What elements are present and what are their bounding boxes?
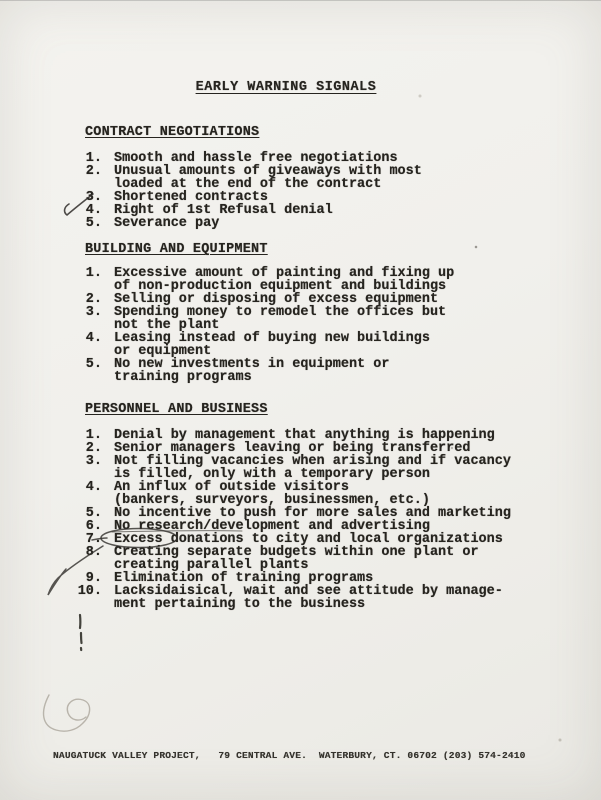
item-number: 10.: [77, 584, 102, 599]
item-text: Shortened contracts: [114, 190, 268, 205]
item-text: training programs: [114, 370, 252, 385]
item-number: 5.: [85, 357, 102, 372]
item-text: Smooth and hassle free negotiations: [114, 151, 398, 166]
numbered-list: [76, 429, 511, 611]
item-text: Not filling vacancies when arising and if vacancy: [114, 454, 511, 469]
item-number: 7.: [85, 532, 102, 547]
item-text: Leasing instead of buying new buildings: [114, 331, 430, 346]
ink-smudge-icon: [80, 615, 82, 650]
list-line: [76, 371, 454, 384]
item-number: 9.: [85, 571, 102, 586]
item-number: 5.: [85, 216, 102, 231]
pencil-loop-icon: [44, 695, 90, 731]
item-number: 3.: [85, 454, 102, 469]
item-text: Lacksidaisical, wait and see attitude by manage-: [114, 584, 503, 599]
item-text: Severance pay: [114, 216, 220, 231]
item-text: of non-production equipment and buildings: [114, 279, 447, 294]
item-text: or equipment: [114, 344, 212, 359]
letterhead-footer: NAUGATUCK VALLEY PROJECT, 79 CENTRAL AVE. WATERBURY, CT. 06702 (203) 574-2410: [53, 750, 526, 761]
item-number: 3.: [85, 305, 102, 320]
item-text: Selling or disposing of excess equipment: [114, 292, 439, 307]
item-text: An influx of outside visitors: [114, 480, 349, 495]
item-number: 5.: [85, 506, 102, 521]
section-personnel-and-business: [76, 403, 511, 611]
item-text: No new investments in equipment or: [114, 357, 390, 372]
item-text: Excess donations to city and local organizations: [114, 532, 503, 547]
item-text: No incentive to push for more sales and marketing: [114, 506, 511, 521]
list-line: [76, 217, 422, 230]
item-text: No research/development and advertising: [114, 519, 430, 534]
list-line: [76, 598, 511, 611]
item-number: [76, 598, 102, 611]
section-contract-negotiations: [76, 126, 422, 230]
numbered-list: [76, 267, 454, 384]
item-text: Excessive amount of painting and fixing up: [114, 266, 455, 281]
numbered-list: [76, 152, 422, 230]
item-text: Elimination of training programs: [114, 571, 374, 586]
item-text: is filled, only with a temporary person: [114, 467, 430, 482]
item-text: Right of 1st Refusal denial: [114, 203, 333, 218]
item-number: 1.: [85, 151, 102, 166]
item-text: Denial by management that anything is happening: [114, 428, 495, 443]
item-text: Senior managers leaving or being transferred: [114, 441, 471, 456]
item-text: Creating separate budgets within one plant or: [114, 545, 479, 560]
item-text: loaded at the end of the contract: [114, 177, 382, 192]
item-number: 1.: [85, 428, 102, 443]
item-number: 4.: [85, 331, 102, 346]
item-text: Spending money to remodel the offices but: [114, 305, 447, 320]
document-title: EARLY WARNING SIGNALS: [195, 80, 377, 95]
item-number: 6.: [85, 519, 102, 534]
item-number: 3.: [85, 190, 102, 205]
item-number: 8.: [85, 545, 102, 560]
section-heading: PERSONNEL AND BUSINESS: [85, 402, 268, 417]
section-building-and-equipment: [76, 243, 454, 384]
item-number: 4.: [85, 480, 102, 495]
item-text: creating parallel plants: [114, 558, 309, 573]
item-text: (bankers, surveyors, businessmen, etc.): [114, 493, 430, 508]
item-number: 4.: [85, 203, 102, 218]
item-text: not the plant: [114, 318, 220, 333]
item-text: Unusual amounts of giveaways with most: [114, 164, 422, 179]
section-heading: BUILDING AND EQUIPMENT: [85, 242, 268, 257]
item-number: 2.: [85, 292, 102, 307]
item-number: 2.: [85, 441, 102, 456]
item-text: ment pertaining to the business: [114, 597, 366, 612]
item-number: 1.: [85, 266, 102, 281]
item-number: 2.: [85, 164, 102, 179]
section-heading: CONTRACT NEGOTIATIONS: [85, 125, 260, 140]
item-number: [76, 371, 102, 384]
